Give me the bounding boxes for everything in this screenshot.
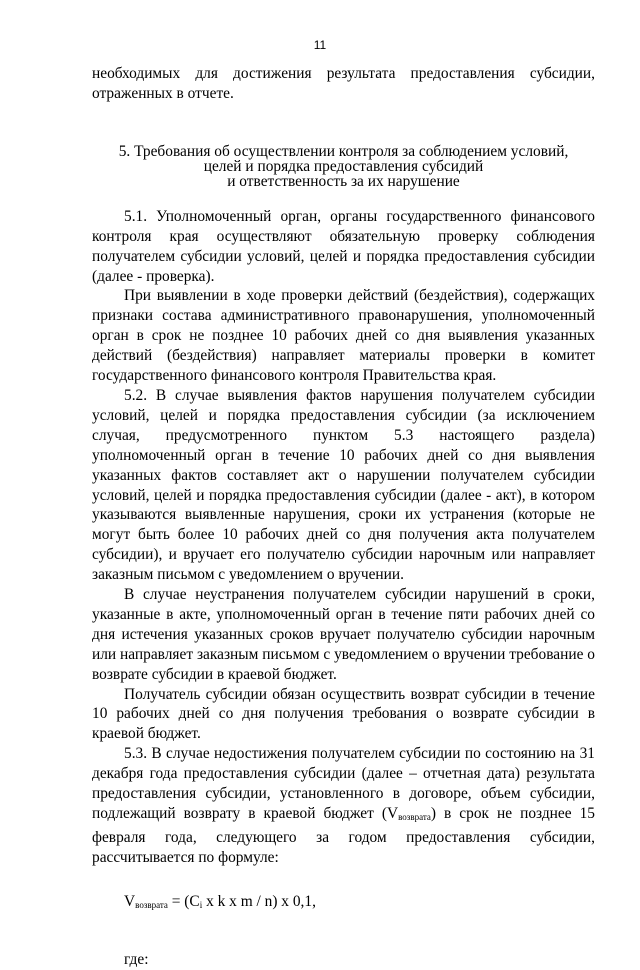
paragraph-5-3-text-after: ) в срок не позднее 15 февраля года, следующего за годом предоставления субсидии, рассчитывается по формуле: [92,805,595,866]
paragraph-non-elimination: В случае неустранения получателем субсидии нарушений в сроки, указанные в акте, уполномоченный орган в течение пяти рабочих дней со дня истечения указанных сроков вручает получателю субсидии нарочным или направляет заказным письмом с уведомлением о вручении требование о возврате субсидии в краевой бюджет. [92,586,595,683]
section-heading-line-1: 5. Требования об осуществлении контроля за соблюдением условий, [118,142,569,160]
section-heading-line-2: целей и порядка предоставления субсидий [203,157,484,175]
paragraph-violations: При выявлении в ходе проверки действий (бездействия), содержащих признаки состава административного правонарушения, уполномоченный орган в срок не позднее 10 рабочих дней со дня выявления указанных действий (бездействия) направляет материалы проверки в комитет государственного финансового контроля Правительства края. [92,287,595,385]
formula-v-subscript: возврата [135,899,168,910]
paragraph-5-1: 5.1. Уполномоченный орган, органы государственного финансового контроля края осуществляют обязательную проверку соблюдения получателем субсидии условий, целей и порядка предоставления субсидии (далее - проверка). [92,207,595,285]
paragraph-5-2: 5.2. В случае выявления фактов нарушения получателем субсидии условий, целей и порядка предоставления субсидии (за исключением случая, предусмотренного пунктом 5.3 настоящего раздела) уполномоченный орган в течение 10 рабочих дней со дня выявления указанных фактов составляет акт о нарушении получателем субсидии условий, целей и порядка предоставления субсидии (далее - акт), в котором указываются выявленные нарушения, сроки их устранения (которые не могут быть более 10 рабочих дней со дня получения акта получателем субсидии), и вручает его получателю субсидии нарочным или направляет заказным письмом с уведомлением о вручении. [92,386,595,584]
formula-rest: x k x m / n) x 0,1, [202,892,316,910]
paragraph-5-3-text-before: 5.3. В случае недостижения получателем субсидии по состоянию на 31 декабря года предоставления субсидии (далее – отчетная дата) результата предоставления субсидии, установленного в договоре, объем субсидии, подлежащий возврату в краевой бюджет (V [92,745,595,822]
intro-paragraph: необходимых для достижения результата предоставления субсидии, отраженных в отчете. [92,65,595,102]
document-body [92,64,595,970]
return-formula [124,892,595,916]
section-heading-line-3: и ответственность за их нарушение [227,172,460,190]
formula-v-symbol: V [124,892,136,910]
paragraph-return-obligation: Получатель субсидии обязан осуществить возврат субсидии в течение 10 рабочих дней со дня получения требования о возврате субсидии в краевой бюджет. [92,685,595,743]
page-number: 11 [313,38,327,52]
formula-middle: = (C [167,892,200,910]
section-heading [92,144,595,189]
where-label: где: [124,950,149,968]
formula-c-subscript: i [199,899,203,910]
paragraph-5-3-subscript: возврата [398,812,431,822]
paragraph-5-3 [92,744,595,867]
